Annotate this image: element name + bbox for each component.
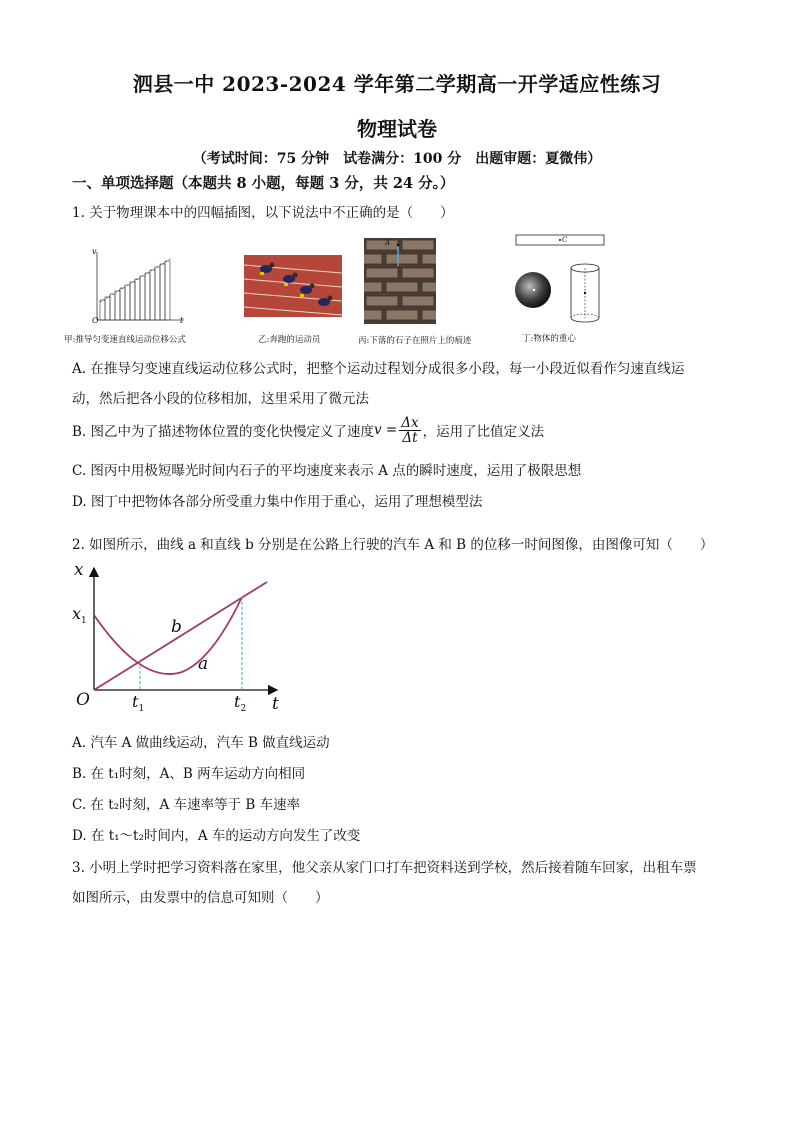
q1-option-a-line1: A. 在推导匀变速直线运动位移公式时，把整个运动过程划分成很多小段，每一小段近似看作匀速直线运 <box>72 361 685 377</box>
figure-yi <box>244 255 344 347</box>
axis-t-label: t <box>272 694 279 714</box>
line-b-label: b <box>171 617 182 637</box>
x1-symbol: x <box>72 604 82 623</box>
velocity-fraction <box>399 416 420 445</box>
point-a-label: A <box>385 239 391 247</box>
q2-position-time-graph <box>72 560 292 720</box>
center-of-gravity-figure <box>508 232 608 332</box>
q1-option-b-tail: ，运用了比值定义法 <box>422 424 545 440</box>
q1-option-a-line2: 动，然后把各小段的位移相加，这里采用了微元法 <box>72 391 369 407</box>
axis-t-label: t <box>180 316 184 325</box>
q1-option-b-text: B. 图乙中为了描述物体位置的变化快慢定义了速度 <box>72 424 375 440</box>
exam-info: （考试时间：75 分钟 试卷满分：100 分 出题审题：夏微伟） <box>192 151 602 167</box>
t1-label <box>132 692 144 714</box>
x1-label <box>72 604 87 626</box>
caption-jia: 甲:推导匀变速直线运动位移公式 <box>64 335 186 345</box>
q3-stem-line2: 如图所示，由发票中的信息可知则（ ） <box>72 890 329 906</box>
caption-ding: 丁:物体的重心 <box>522 334 576 344</box>
q2-stem: 2. 如图所示，曲线 a 和直线 b 分别是在公路上行驶的汽车 A 和 B 的位移一时间图像，由图像可知（ ） <box>72 537 714 553</box>
point-c-label: C <box>562 236 568 244</box>
q3-stem-line1: 3. 小明上学时把学习资料落在家里，他父亲从家门口打车把资料送到学校，然后接着随车回家，出租车票 <box>72 860 697 876</box>
figure-ding <box>508 232 618 347</box>
figure-bing <box>358 238 488 348</box>
caption-yi: 乙:奔跑的运动员 <box>258 335 321 345</box>
runners-photo <box>244 255 342 317</box>
fraction-denominator: Δt <box>402 429 418 446</box>
q1-option-b <box>72 413 544 447</box>
x1-subscript: 1 <box>81 616 87 627</box>
t2-subscript: 2 <box>240 704 247 715</box>
velocity-formula-lhs: v = <box>374 422 398 438</box>
curve-a-label: a <box>198 654 209 674</box>
axis-v-label: v <box>92 247 97 256</box>
q2-option-c: C. 在 t₂时刻，A 车速率等于 B 车速率 <box>72 797 301 813</box>
origin-label: O <box>76 690 90 710</box>
q2-option-d: D. 在 t₁～t₂时间内，A 车的运动方向发生了改变 <box>72 828 361 844</box>
section-heading: 一、单项选择题（本题共 8 小题，每题 3 分，共 24 分。） <box>72 175 455 192</box>
q2-option-a: A. 汽车 A 做曲线运动，汽车 B 做直线运动 <box>72 735 330 751</box>
t1-symbol: t <box>132 692 139 711</box>
t2-symbol: t <box>234 692 241 711</box>
q1-option-c: C. 图丙中用极短曝光时间内石子的平均速度来表示 A 点的瞬时速度，运用了极限思想 <box>72 463 582 479</box>
origin-label: O <box>92 316 99 325</box>
axis-x-label: x <box>74 560 84 580</box>
fraction-numerator: Δx <box>401 414 419 431</box>
figure-jia <box>64 242 222 347</box>
q2-option-b: B. 在 t₁时刻，A、B 两车运动方向相同 <box>72 766 306 782</box>
brick-wall-photo <box>364 238 436 324</box>
page-title: 泗县一中 2023-2024 学年第二学期高一开学适应性练习 <box>132 72 662 96</box>
t2-label <box>234 692 246 714</box>
xt-graph-svg <box>72 560 292 720</box>
t1-subscript: 1 <box>138 704 145 715</box>
caption-bing: 丙:下落的石子在照片上的痕迹 <box>358 336 472 346</box>
q1-stem: 1. 关于物理课本中的四幅插图，以下说法中不正确的是（ ） <box>72 205 454 221</box>
page-subtitle: 物理试卷 <box>357 117 437 141</box>
q1-option-d: D. 图丁中把物体各部分所受重力集中作用于重心，运用了理想模型法 <box>72 494 483 510</box>
